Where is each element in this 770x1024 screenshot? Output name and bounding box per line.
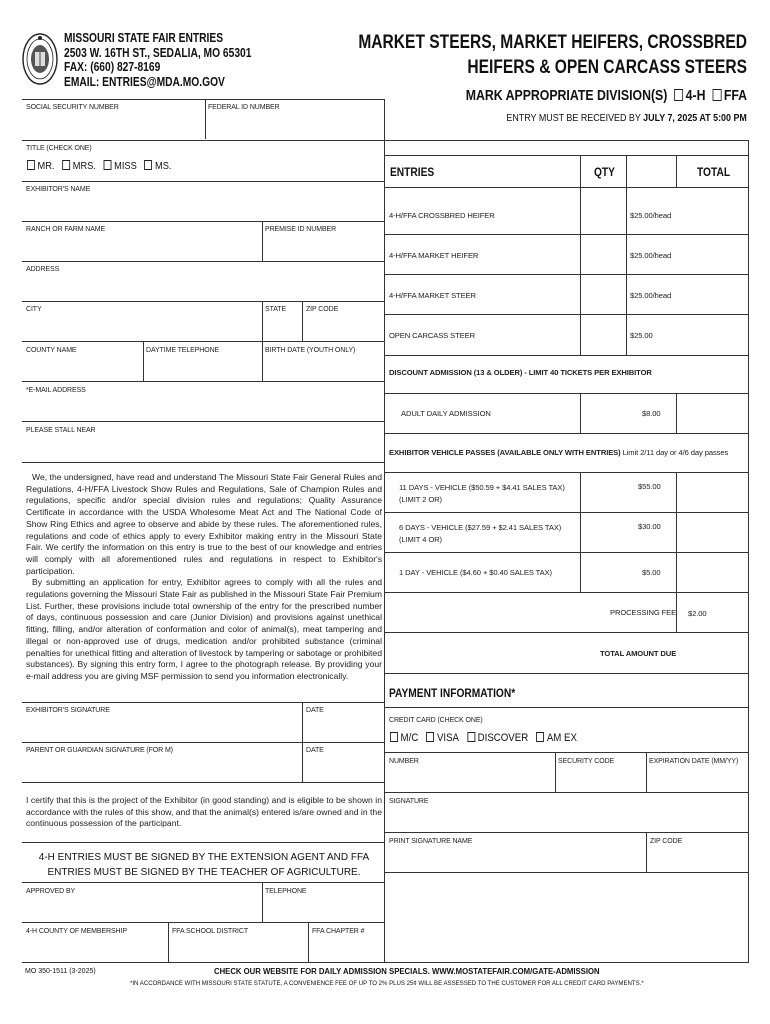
card-signature-field[interactable]	[386, 807, 747, 831]
city-field[interactable]	[23, 315, 260, 340]
adult-admission-qty-field[interactable]	[582, 395, 675, 432]
title-options	[27, 160, 171, 172]
qty-column-header: QTY	[594, 165, 615, 179]
entry-qty-field[interactable]	[582, 276, 625, 312]
ssn-label: SOCIAL SECURITY NUMBER	[26, 104, 119, 111]
date2-label: DATE	[306, 747, 324, 754]
org-fax: FAX: (660) 827-8169	[64, 60, 161, 74]
convenience-fee-note: *IN ACCORDANCE WITH MISSOURI STATE STATUTE, A CONVENIENCE FEE OF UP TO 2% PLUS 25¢ WILL BE ASSESSED TO THE CUSTOMER FOR ALL CREDIT CARD PAYMENTS.*	[130, 980, 644, 987]
vehicle-passes-limit: Limit 2/11 day or 4/6 day passes	[622, 448, 729, 457]
vehicle-pass-price: $5.00	[642, 568, 661, 577]
entry-qty-field[interactable]	[582, 195, 625, 227]
entries-column-header: ENTRIES	[390, 165, 435, 179]
approved-by-field[interactable]	[23, 897, 260, 921]
birth-date-label: BIRTH DATE (YOUTH ONLY)	[265, 347, 356, 354]
exhibitor-name-field[interactable]	[23, 195, 383, 220]
county-membership-label: 4-H COUNTY OF MEMBERSHIP	[26, 928, 127, 935]
entry-price: $25.00	[630, 331, 653, 340]
total-column-header: TOTAL	[697, 165, 731, 179]
division-ffa-checkbox[interactable]	[712, 89, 721, 101]
website-notice[interactable]: CHECK OUR WEBSITE FOR DAILY ADMISSION SPECIALS. WWW.MOSTATEFAIR.COM/GATE-ADMISSION	[214, 966, 600, 976]
address-field[interactable]	[23, 275, 383, 300]
deadline-prefix: ENTRY MUST BE RECEIVED BY	[506, 112, 641, 124]
city-label: CITY	[26, 306, 42, 313]
form-title-line2: HEIFERS & OPEN CARCASS STEERS	[467, 57, 747, 78]
entry-qty-field[interactable]	[582, 316, 625, 353]
org-address: 2503 W. 16TH ST., SEDALIA, MO 65301	[64, 45, 252, 60]
ssn-field[interactable]	[23, 113, 203, 138]
birth-date-field[interactable]	[264, 356, 383, 380]
security-code-label: SECURITY CODE	[558, 758, 615, 765]
entry-name: 4-H/FFA MARKET STEER	[389, 291, 476, 300]
date1-label: DATE	[306, 707, 324, 714]
expiration-date-field[interactable]	[648, 767, 747, 791]
title-mr-checkbox[interactable]	[27, 160, 35, 170]
premise-id-field[interactable]	[264, 235, 383, 260]
entry-name: 4-H/FFA CROSSBRED HEIFER	[389, 211, 495, 220]
card-amex-checkbox[interactable]	[536, 732, 544, 742]
county-label: COUNTY NAME	[26, 347, 77, 354]
entry-qty-field[interactable]	[582, 236, 625, 272]
vehicle-pass-price: $30.00	[638, 522, 661, 531]
email-field[interactable]	[23, 396, 383, 420]
billing-zip-label: ZIP CODE	[650, 838, 683, 845]
ranch-label: RANCH OR FARM NAME	[26, 226, 106, 233]
deadline-date: JULY 7, 2025 AT 5:00 PM	[643, 112, 747, 124]
adult-admission-price: $8.00	[642, 409, 661, 418]
card-amex-label: AM EX	[546, 732, 577, 744]
entry-price: $25.00/head	[630, 251, 672, 260]
state-seal-logo	[22, 32, 58, 86]
vehicle-pass-limit: (LIMIT 4 OR)	[399, 535, 442, 544]
state-label: STATE	[265, 306, 287, 313]
zip-label: ZIP CODE	[306, 306, 339, 313]
date1-field[interactable]	[304, 716, 383, 741]
ffa-chapter-field[interactable]	[310, 937, 383, 961]
processing-fee-price: $2.00	[688, 609, 707, 618]
phone-field[interactable]	[145, 356, 260, 380]
title-ms-checkbox[interactable]	[144, 160, 152, 170]
stall-near-field[interactable]	[23, 436, 383, 460]
date2-field[interactable]	[304, 756, 383, 781]
approved-by-label: APPROVED BY	[26, 888, 76, 895]
federal-id-field[interactable]	[207, 113, 383, 138]
billing-zip-field[interactable]	[648, 847, 747, 871]
title-mrs-label: MRS.	[72, 160, 96, 172]
card-visa-checkbox[interactable]	[426, 732, 434, 742]
print-name-field[interactable]	[386, 847, 644, 871]
division-ffa-label: FFA	[723, 87, 747, 104]
parent-signature-label: PARENT OR GUARDIAN SIGNATURE (FOR M)	[26, 747, 173, 754]
card-visa-label: VISA	[436, 732, 460, 744]
agreement-para2: By submitting an application for entry, Exhibitor agrees to comply with all the rules and regulations governing the Missouri State Fair as published in the Missouri State Fair Premium List. Further, these provisions include total ownership of the entry for the prescribed number of days, continuous possession and care (Junior Division) and provisions against unethical fitting, filling, and/or alteration of conformation and color of animal(s), meat tampering and illegal or non-approved use of drugs, medication and/or prohibited substance (criminal penalties for unethical fitting and alteration of livestock by tampering or sabotage or prohibited substances). By signing this entry form, I agree to the photograph release. By providing your e-mail address you are giving MSF permission to send you information electronically.	[26, 577, 382, 681]
ffa-district-label: FFA SCHOOL DISTRICT	[172, 928, 249, 935]
state-field[interactable]	[264, 315, 301, 340]
credit-card-label: CREDIT CARD (CHECK ONE)	[389, 717, 483, 724]
card-number-field[interactable]	[386, 767, 553, 791]
parent-signature-field[interactable]	[23, 756, 300, 781]
total-amount-due-field[interactable]	[678, 634, 747, 671]
county-field[interactable]	[23, 356, 141, 380]
card-mc-checkbox[interactable]	[390, 732, 398, 742]
address-label: ADDRESS	[26, 266, 60, 273]
entry-price: $25.00/head	[630, 291, 672, 300]
entry-name: 4-H/FFA MARKET HEIFER	[389, 251, 479, 260]
entry-price: $25.00/head	[630, 211, 672, 220]
title-label: TITLE (CHECK ONE)	[26, 145, 92, 152]
vehicle-pass-price: $55.00	[638, 482, 661, 491]
discount-admission-header: DISCOUNT ADMISSION (13 & OLDER) - LIMIT 40 TICKETS PER EXHIBITOR	[389, 368, 652, 377]
division-4h-label: 4-H	[685, 87, 706, 104]
card-signature-label: SIGNATURE	[389, 798, 429, 805]
expiration-date-label: EXPIRATION DATE (MM/YY)	[649, 758, 739, 765]
vehicle-pass-desc: 1 DAY - VEHICLE ($4.60 + $0.40 SALES TAX)	[399, 568, 552, 577]
card-discover-label: DISCOVER	[477, 732, 529, 744]
title-miss-label: MISS	[114, 160, 137, 172]
org-email[interactable]: EMAIL: ENTRIES@MDA.MO.GOV	[64, 74, 225, 89]
division-label: MARK APPROPRIATE DIVISION(S)	[465, 87, 668, 104]
vehicle-pass-limit: (LIMIT 2 OR)	[399, 495, 442, 504]
card-number-label: NUMBER	[389, 758, 419, 765]
vehicle-passes-header: EXHIBITOR VEHICLE PASSES (AVAILABLE ONLY WITH ENTRIES)	[389, 448, 621, 457]
zip-field[interactable]	[304, 315, 383, 340]
card-mc-label: M/C	[400, 732, 419, 744]
vehicle-pass-desc: 11 DAYS - VEHICLE ($50.59 + $4.41 SALES TAX)	[399, 483, 565, 492]
credit-card-options	[390, 732, 577, 744]
exhibitor-signature-field[interactable]	[23, 716, 300, 741]
approver-telephone-label: TELEPHONE	[265, 888, 307, 895]
title-miss-checkbox[interactable]	[104, 160, 112, 170]
ranch-field[interactable]	[23, 235, 260, 260]
ffa-district-field[interactable]	[170, 937, 306, 961]
premise-id-label: PREMISE ID NUMBER	[265, 226, 337, 233]
certify-text: I certify that this is the project of the Exhibitor (in good standing) and is eligible to be shown in accordance with the rules of this show, and that the animal(s) entered is/are owned and in the continuous possession of the participant.	[26, 795, 382, 829]
signing-notice: 4-H ENTRIES MUST BE SIGNED BY THE EXTENSION AGENT AND FFA ENTRIES MUST BE SIGNED BY THE TEACHER OF AGRICULTURE.	[38, 852, 370, 878]
federal-id-label: FEDERAL ID NUMBER	[208, 104, 280, 111]
agreement-text	[26, 472, 382, 683]
email-label: *E-MAIL ADDRESS	[26, 387, 86, 394]
phone-label: DAYTIME TELEPHONE	[146, 347, 220, 354]
title-mr-label: MR.	[37, 160, 55, 172]
vehicle-pass-desc: 6 DAYS - VEHICLE ($27.59 + $2.41 SALES TAX)	[399, 523, 562, 532]
title-mrs-checkbox[interactable]	[62, 160, 70, 170]
adult-admission-label: ADULT DAILY ADMISSION	[401, 409, 491, 418]
approver-telephone-field[interactable]	[264, 897, 383, 921]
payment-info-header: PAYMENT INFORMATION*	[389, 686, 516, 700]
exhibitor-name-label: EXHIBITOR'S NAME	[26, 186, 91, 193]
title-ms-label: MS.	[155, 160, 172, 172]
form-title-line1: MARKET STEERS, MARKET HEIFERS, CROSSBRED	[358, 32, 747, 53]
security-code-field[interactable]	[557, 767, 644, 791]
county-membership-field[interactable]	[23, 937, 166, 961]
stall-near-label: PLEASE STALL NEAR	[26, 427, 96, 434]
org-name: MISSOURI STATE FAIR ENTRIES	[64, 31, 224, 45]
entry-name: OPEN CARCASS STEER	[389, 331, 475, 340]
total-amount-due-label: TOTAL AMOUNT DUE	[600, 649, 677, 658]
card-discover-checkbox[interactable]	[467, 732, 475, 742]
division-4h-checkbox[interactable]	[674, 89, 683, 101]
processing-fee-label: PROCESSING FEE	[610, 608, 677, 617]
seal-icon	[22, 32, 58, 86]
ffa-chapter-label: FFA CHAPTER #	[312, 928, 365, 935]
agreement-para1: We, the undersigned, have read and understand The Missouri State Fair General Rules and Regulations, 4-H/FFA Livestock Show Rules and Regulations, Sale of Champion Rules and regulations, specific and/or special division rules and regulations; Quality Assurance Certificate in accordance with the USDA Wholesome Meat Act and The National Code of Show Ring Ethics and agree to observe and abide by these rules. The aforementioned rules, regulations and code of ethics apply to every Exhibitor making entry in the Missouri State Fair. We certify the information on this entry is true to the best of our knowledge and entries will comply with all aforementioned rules and regulations in respect to Exhibitor's participation.	[26, 472, 382, 576]
form-number: MO 350-1511 (3-2025)	[25, 968, 96, 975]
exhibitor-signature-label: EXHIBITOR'S SIGNATURE	[26, 707, 110, 714]
print-name-label: PRINT SIGNATURE NAME	[389, 838, 473, 845]
